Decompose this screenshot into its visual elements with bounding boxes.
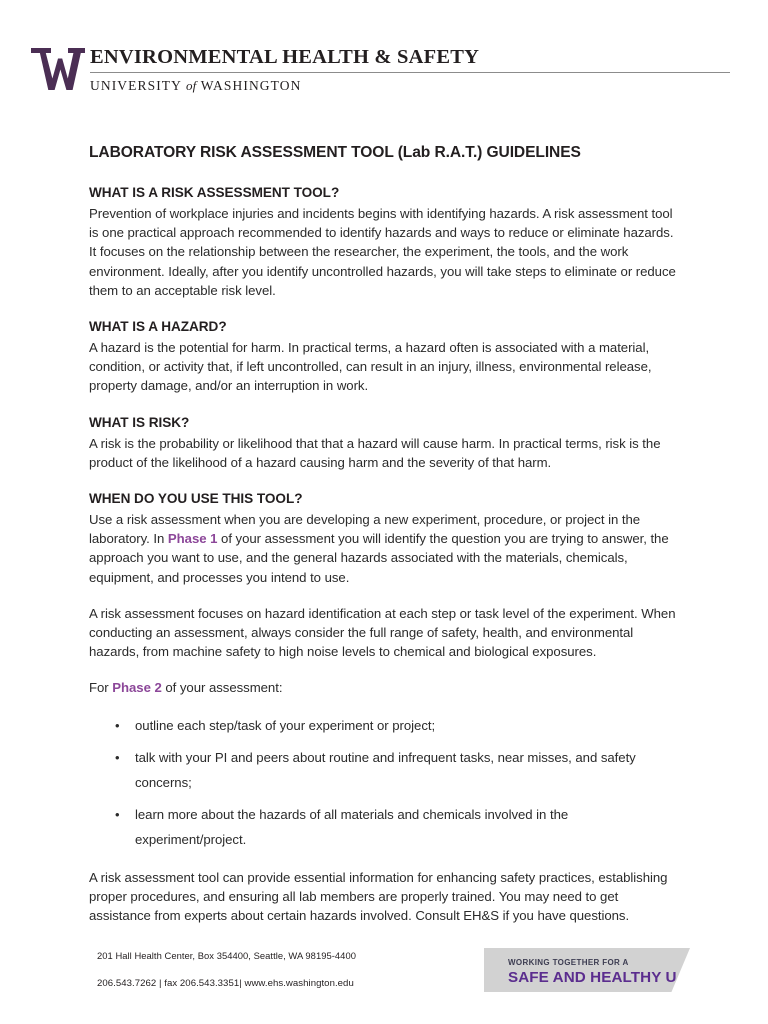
list-item-label: learn more about the hazards of all materials and chemicals involved in the experiment/project. xyxy=(135,806,569,847)
section-heading-when-use: WHEN DO YOU USE THIS TOOL? xyxy=(89,491,303,507)
section-heading-risk-assessment-tool: WHAT IS A RISK ASSESSMENT TOOL? xyxy=(89,185,340,200)
list-item-label: outline each step/task of your experiment or project; xyxy=(135,717,436,733)
phase-2-lead-in xyxy=(89,678,681,697)
when-use-text-part2: of your assessment you will identify the question you are trying to answer, the approach you want to use, and the general hazards associated with the materials, chemicals, equipment, and processes you intend to use. xyxy=(89,531,669,585)
bullet-point-icon: • xyxy=(115,806,120,822)
section-paragraph-hazard: A hazard is the potential for harm. In practical terms, a hazard often is associated with a material, condition, or activity that, if left uncontrolled, can result in an injury, illness, environmental release, property damage, and/or an interruption in work. xyxy=(89,340,652,394)
badge-title: SAFE AND HEALTHY U xyxy=(508,969,677,986)
page-header xyxy=(0,44,768,104)
section-heading-hazard: WHAT IS A HAZARD? xyxy=(89,319,227,335)
badge-tagline: WORKING TOGETHER FOR A xyxy=(508,958,629,967)
header-text-block xyxy=(90,44,735,95)
section-paragraph-closing: A risk assessment tool can provide essential information for enhancing safety practices, establishing proper procedures, and ensuring all lab members are properly trained. You may need to get assistance from experts about certain hazards involved. Consult EH&S if you have questions. xyxy=(89,869,668,924)
section-paragraph-risk-assessment-tool: Prevention of workplace injuries and incidents begins with identifying hazards. A risk assessment tool is one practical approach recommended to identify hazards and ways to reduce or eliminate hazards. It focuses on the relationship between the researcher, the experiment, the tools, and the work environment. Ideally, after you identify uncontrolled hazards, you will take steps to eliminate or reduce them to an acceptable risk level. xyxy=(89,206,676,298)
phase-2-bullet-list xyxy=(89,713,681,852)
organization-name: ENVIRONMENTAL HEALTH & SAFETY xyxy=(90,46,480,68)
phase-2-lead-part2: of your assessment: xyxy=(161,680,283,696)
university-name xyxy=(90,77,735,95)
footer-contact: 206.543.7262 | fax 206.543.3351| www.ehs.washington.edu xyxy=(97,978,354,989)
document-body xyxy=(89,143,681,942)
uw-w-logo-icon xyxy=(30,46,86,92)
footer-address: 201 Hall Health Center, Box 354400, Seattle, WA 98195-4400 xyxy=(97,950,356,961)
section-paragraph-when-use xyxy=(89,510,681,587)
phase-2-label: Phase 2 xyxy=(112,680,162,696)
section-paragraph-risk: A risk is the probability or likelihood that that a hazard will cause harm. In practical terms, risk is the product of the likelihood of a hazard causing harm and the severity of that harm. xyxy=(89,435,661,470)
list-item-label: talk with your PI and peers about routine and infrequent tasks, near misses, and safety concerns; xyxy=(135,749,636,790)
page-footer xyxy=(0,944,768,1024)
list-item xyxy=(89,802,681,852)
header-divider xyxy=(90,72,730,73)
list-item xyxy=(89,713,681,738)
section-heading-risk: WHAT IS RISK? xyxy=(89,414,190,430)
university-name-of: of xyxy=(185,78,197,93)
section-paragraph-focus: A risk assessment focuses on hazard identification at each step or task level of the experiment. When conducting an assessment, always consider the full range of safety, health, and environmental hazards, from machine safety to high noise levels to chemical and biological exposures. xyxy=(89,605,676,660)
page-title: LABORATORY RISK ASSESSMENT TOOL (Lab R.A.T.) GUIDELINES xyxy=(89,144,581,161)
phase-1-label: Phase 1 xyxy=(167,531,218,547)
bullet-point-icon: • xyxy=(115,717,120,733)
list-item xyxy=(89,745,681,795)
university-name-post: WASHINGTON xyxy=(196,78,302,93)
safe-and-healthy-u-badge xyxy=(484,948,690,992)
bullet-point-icon: • xyxy=(115,749,120,765)
phase-2-lead-part1: For xyxy=(89,680,113,696)
when-use-text-part1: Use a risk assessment when you are developing a new experiment, procedure, or project in the laboratory. In xyxy=(89,512,641,547)
university-name-pre: UNIVERSITY xyxy=(90,78,186,93)
